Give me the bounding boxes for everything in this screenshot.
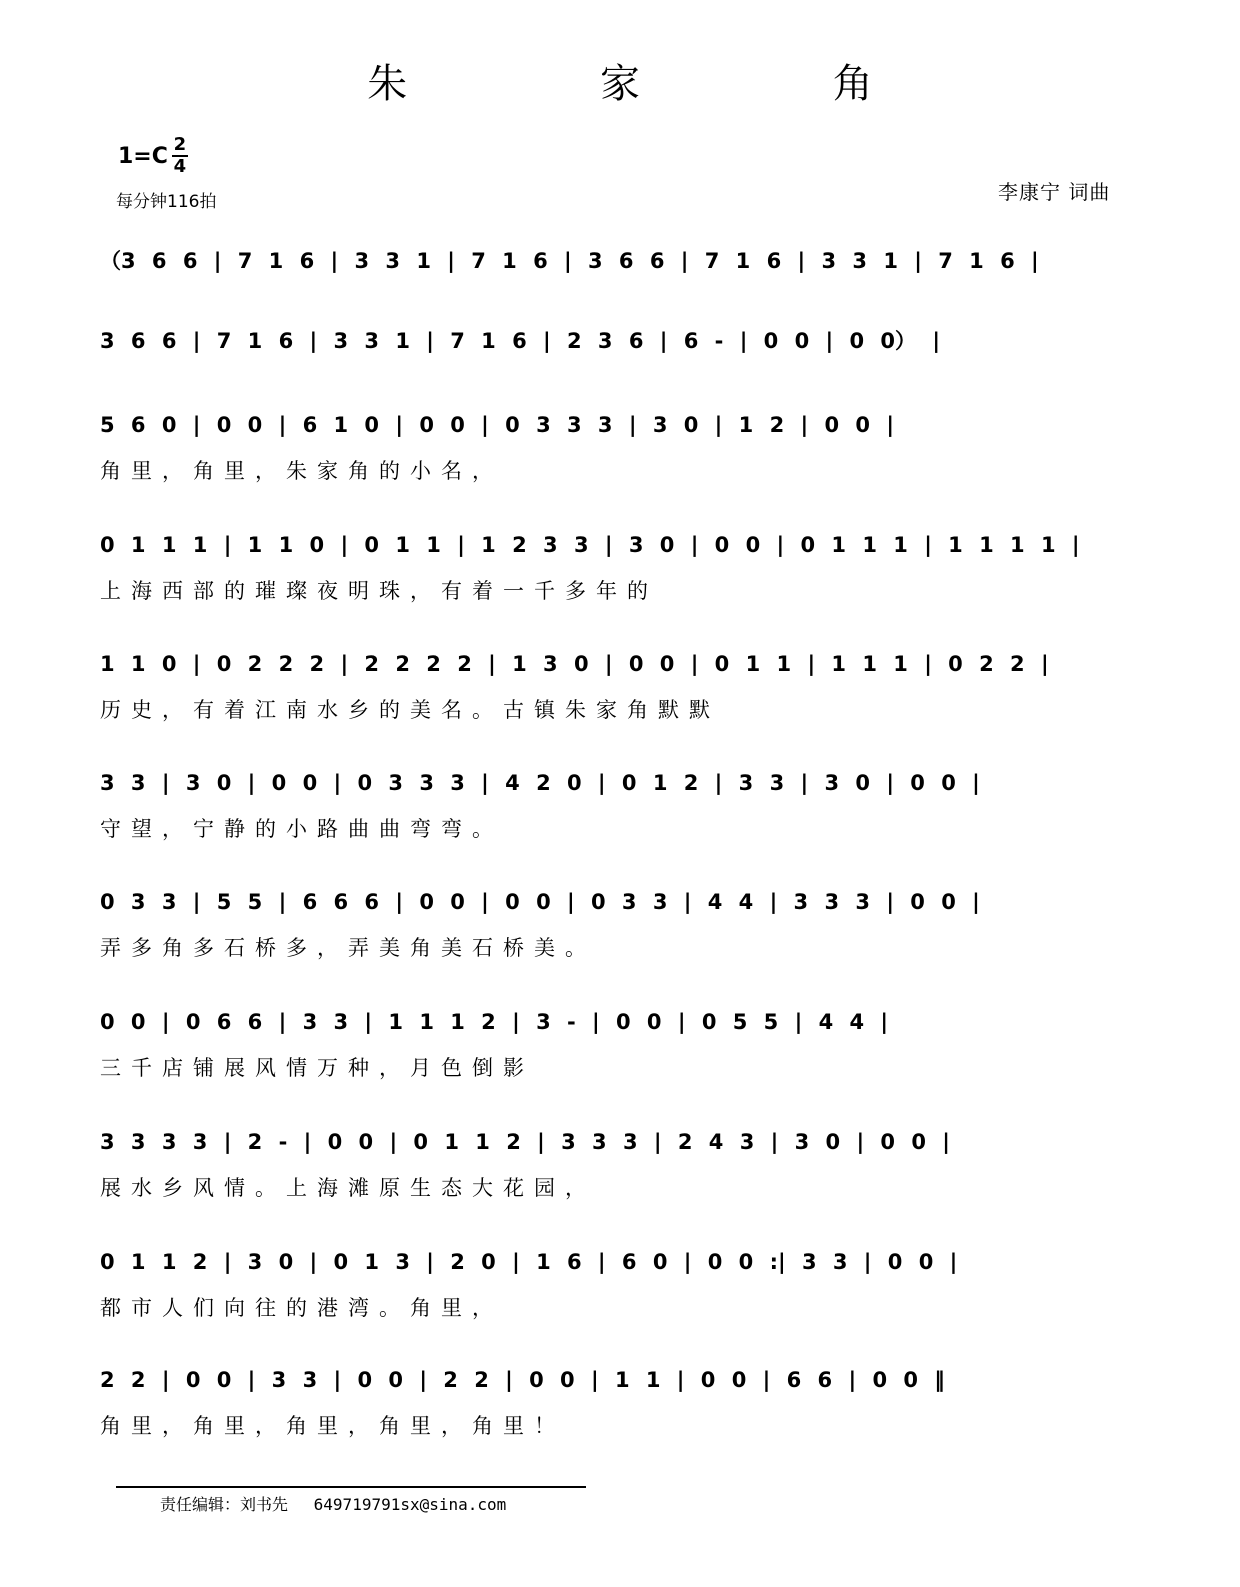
- tempo-marking: 每分钟116拍: [116, 192, 217, 212]
- lyrics-row: 上海西部的璀璨夜明珠，有着一千多年的: [100, 579, 658, 603]
- notation-row: 1 1 0 | 0 2 2 2 | 2 2 2 2 | 1 3 0 | 0 0 | 0 1 1 | 1 1 1 | 0 2 2 |: [100, 652, 1049, 676]
- notation-row: 5 6 0 | 0 0 | 6 1 0 | 0 0 | 0 3 3 3 | 3 0 | 1 2 | 0 0 |: [100, 413, 894, 437]
- composer-credit: 李康宁 词曲: [998, 180, 1111, 204]
- lyrics-row: 守望，宁静的小路曲曲弯弯。: [100, 817, 503, 841]
- editor-email: 649719791sx@sina.com: [313, 1495, 507, 1514]
- footer: [160, 1492, 506, 1515]
- score-line: [100, 1250, 1145, 1320]
- lyrics-row: 角里，角里，朱家角的小名，: [100, 459, 503, 483]
- score-line: [100, 1368, 1145, 1438]
- notation-row: 0 1 1 2 | 3 0 | 0 1 3 | 2 0 | 1 6 | 6 0 | 0 0 :| 3 3 | 0 0 |: [100, 1250, 958, 1274]
- notation-row: （3 6 6 | 7 1 6 | 3 3 1 | 7 1 6 | 3 6 6 | 7 1 6 | 3 3 1 | 7 1 6 |: [100, 249, 1039, 273]
- lyrics-row: 三千店铺展风情万种，月色倒影: [100, 1056, 534, 1080]
- notation-row: 3 6 6 | 7 1 6 | 3 3 1 | 7 1 6 | 2 3 6 | 6 - | 0 0 | 0 0） |: [100, 329, 941, 353]
- lyrics-row: 角里，角里，角里，角里，角里！: [100, 1414, 565, 1438]
- notation-row: 0 0 | 0 6 6 | 3 3 | 1 1 1 2 | 3 - | 0 0 | 0 5 5 | 4 4 |: [100, 1010, 889, 1034]
- key-label: 1=C: [118, 143, 168, 169]
- score-line: [100, 771, 1145, 841]
- score-line: [100, 325, 1145, 385]
- time-bottom: 4: [173, 156, 187, 177]
- notation-row: 3 3 3 3 | 2 - | 0 0 | 0 1 1 2 | 3 3 3 | 2 4 3 | 3 0 | 0 0 |: [100, 1130, 950, 1154]
- notation-row: 3 3 | 3 0 | 0 0 | 0 3 3 3 | 4 2 0 | 0 1 2 | 3 3 | 3 0 | 0 0 |: [100, 771, 980, 795]
- time-top: 2: [173, 134, 187, 155]
- notation-row: 0 1 1 1 | 1 1 0 | 0 1 1 | 1 2 3 3 | 3 0 | 0 0 | 0 1 1 1 | 1 1 1 1 |: [100, 533, 1080, 557]
- editor-credit: 责任编辑：刘书先: [160, 1495, 289, 1514]
- score-line: [100, 533, 1145, 603]
- notation-row: 0 3 3 | 5 5 | 6 6 6 | 0 0 | 0 0 | 0 3 3 | 4 4 | 3 3 3 | 0 0 |: [100, 890, 980, 914]
- notation-row: 2 2 | 0 0 | 3 3 | 0 0 | 2 2 | 0 0 | 1 1 | 0 0 | 6 6 | 0 0 ‖: [100, 1368, 945, 1392]
- lyrics-row: 弄多角多石桥多，弄美角美石桥美。: [100, 936, 596, 960]
- lyrics-row: 历史，有着江南水乡的美名。古镇朱家角默默: [100, 698, 720, 722]
- song-title: 朱 家 角: [367, 61, 963, 107]
- score-line: [100, 1010, 1145, 1080]
- score-line: [100, 1130, 1145, 1200]
- lyrics-row: 都市人们向往的港湾。角里，: [100, 1296, 503, 1320]
- lyrics-row: 展水乡风情。上海滩原生态大花园，: [100, 1176, 596, 1200]
- score-line: [100, 245, 1145, 305]
- score-line: [100, 413, 1145, 483]
- footer-divider: [116, 1486, 586, 1488]
- score-line: [100, 652, 1145, 722]
- score-line: [100, 890, 1145, 960]
